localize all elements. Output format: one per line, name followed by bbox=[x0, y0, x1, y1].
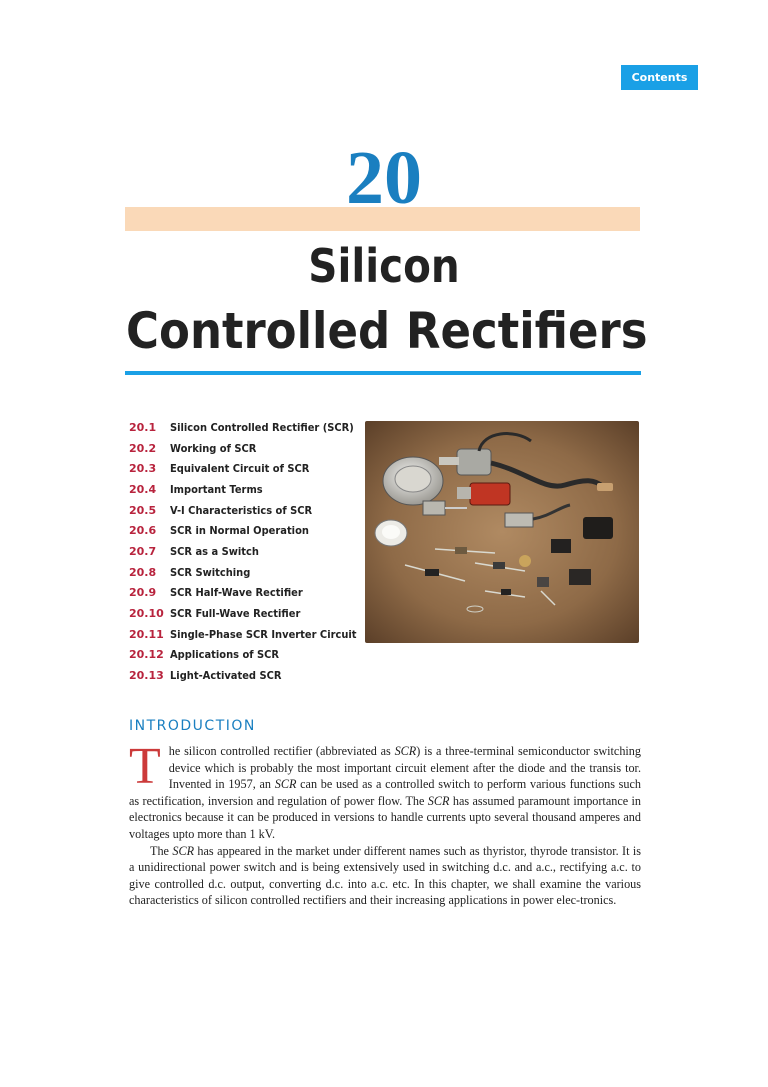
toc-item-title: SCR as a Switch bbox=[170, 544, 259, 558]
text-run: ) is a three-terminal semiconductor switching device which is probably the most important circuit element after the diode and the transis tor. Invented in 1957, an bbox=[168, 744, 641, 792]
toc-item-number: 20.2 bbox=[129, 441, 157, 455]
chapter-title-line1: Silicon bbox=[308, 239, 460, 293]
toc-item[interactable] bbox=[129, 458, 377, 479]
intro-paragraph-2 bbox=[129, 843, 641, 909]
text-run: has appeared in the market under different names such as thyristor, thyrode transistor. It is a unidirectional power switch and is being extensively used in switching d.c. and a.c., rectifying a.c. to give controlled d.c. output, converting d.c. into a.c. etc. In this chapter, we shall examine the various characteristics of silicon controlled rectifiers and their increasing applications in power elec-tronics. bbox=[129, 843, 641, 908]
toc-item-number: 20.11 bbox=[129, 627, 164, 641]
introduction-heading: INTRODUCTION bbox=[129, 718, 256, 734]
toc-item[interactable] bbox=[129, 438, 377, 459]
toc-item-title: SCR Half-Wave Rectifier bbox=[170, 586, 303, 600]
text-run-italic: SCR bbox=[172, 843, 195, 858]
toc-item-title: Applications of SCR bbox=[170, 648, 280, 662]
toc-item-title: SCR Full-Wave Rectifier bbox=[170, 607, 301, 621]
toc-item[interactable] bbox=[129, 479, 377, 500]
toc-item[interactable] bbox=[129, 562, 377, 583]
toc-item[interactable] bbox=[129, 417, 377, 438]
text-run-italic: SCR bbox=[427, 793, 450, 808]
toc-item-number: 20.7 bbox=[129, 544, 157, 558]
toc-item-title: SCR Switching bbox=[170, 565, 251, 579]
toc-item[interactable] bbox=[129, 583, 377, 604]
toc-item-number: 20.13 bbox=[129, 669, 164, 683]
chapter-title-line2: Controlled Rectifiers bbox=[126, 302, 648, 360]
toc-item-number: 20.8 bbox=[129, 565, 157, 579]
contents-button[interactable]: Contents bbox=[621, 65, 698, 90]
toc-item-title: V-I Characteristics of SCR bbox=[170, 503, 313, 517]
toc-item[interactable] bbox=[129, 665, 377, 686]
toc-item-number: 20.5 bbox=[129, 503, 157, 517]
scr-devices-photo bbox=[365, 421, 639, 643]
title-divider bbox=[125, 371, 641, 375]
toc-item-title: Light-Activated SCR bbox=[170, 669, 282, 683]
toc-item-title: SCR in Normal Operation bbox=[170, 524, 309, 538]
toc-item-title: Single-Phase SCR Inverter Circuit bbox=[170, 627, 357, 641]
toc-item[interactable] bbox=[129, 645, 377, 666]
text-run: can be used as a controlled switch to perform various functions such as rectification, inversion and regulation of power flow. The bbox=[129, 777, 642, 808]
toc-item[interactable] bbox=[129, 541, 377, 562]
text-run-italic: SCR bbox=[394, 744, 417, 758]
toc-item[interactable] bbox=[129, 624, 377, 645]
toc-item-title: Important Terms bbox=[170, 482, 263, 496]
text-run: he silicon controlled rectifier (abbreviated as bbox=[168, 744, 395, 758]
toc-item-title: Silicon Controlled Rectifier (SCR) bbox=[170, 420, 354, 434]
text-run: The bbox=[150, 843, 173, 858]
toc-item-number: 20.4 bbox=[129, 482, 157, 496]
toc-item[interactable] bbox=[129, 500, 377, 521]
toc-item-number: 20.9 bbox=[129, 586, 157, 600]
text-run-italic: SCR bbox=[274, 777, 297, 792]
chapter-number: 20 bbox=[346, 136, 422, 220]
toc-item-number: 20.12 bbox=[129, 648, 164, 662]
toc-item-title: Equivalent Circuit of SCR bbox=[170, 462, 310, 476]
toc-item-number: 20.6 bbox=[129, 524, 157, 538]
toc-item[interactable] bbox=[129, 520, 377, 541]
introduction-body bbox=[129, 738, 642, 909]
toc-item-title: Working of SCR bbox=[170, 441, 257, 455]
toc-item-number: 20.10 bbox=[129, 607, 164, 621]
drop-cap: T bbox=[129, 738, 161, 795]
text-run: has assumed paramount importance in electronics because it can be produced in versions to handle currents upto several thousand amperes and voltages upto more than 1 kV. bbox=[129, 793, 642, 841]
toc-item-number: 20.1 bbox=[129, 420, 157, 434]
toc-item-number: 20.3 bbox=[129, 462, 157, 476]
toc-item[interactable] bbox=[129, 603, 377, 624]
intro-paragraph-1 bbox=[129, 738, 642, 843]
table-of-contents bbox=[129, 417, 377, 686]
